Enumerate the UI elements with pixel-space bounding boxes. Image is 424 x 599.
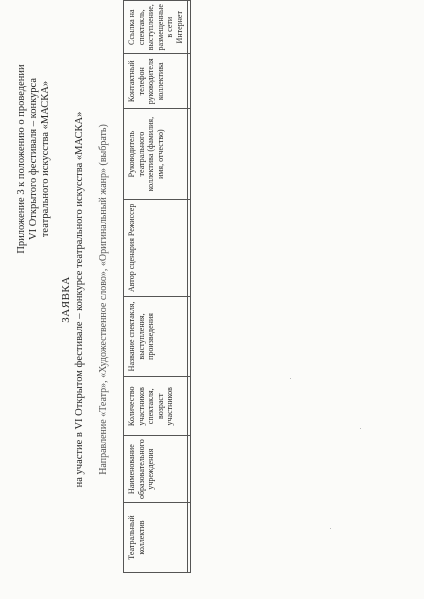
header-cell-phone: Контактный телефон руководителя коллектива — [124, 54, 188, 109]
scan-speck — [290, 378, 291, 379]
application-table — [123, 0, 191, 573]
header-cell-institution: Наименование образовательного учреждения — [124, 436, 188, 503]
header-cell-participants: Количество участников спектакля, возраст участников — [124, 377, 188, 436]
table-cell — [188, 436, 191, 503]
table-header-row — [124, 1, 188, 573]
table-cell — [188, 200, 191, 297]
appendix-line-2: VI Открытого фестиваля – конкурса — [28, 78, 39, 240]
header-cell-collective: Театральный коллектив — [124, 503, 188, 573]
document-subtitle: на участие в VI Открытом фестивале – конкурсе театрального искусства «МАСКА» — [74, 111, 85, 488]
appendix-note — [16, 19, 52, 299]
scan-speck — [360, 428, 361, 429]
table-row — [188, 1, 191, 573]
scan-speck — [330, 528, 331, 529]
header-cell-link: Ссылка на спектакль, выступление, размещенные в сети Интернет — [124, 1, 188, 54]
table-cell — [188, 296, 191, 377]
table-cell — [188, 1, 191, 54]
document-title: ЗАЯВКА — [60, 276, 72, 323]
appendix-line-1: Приложение 3 к положению о проведении — [16, 64, 27, 254]
header-cell-performance: Название спектакля, выступления, произведения — [124, 296, 188, 377]
table-cell — [188, 54, 191, 109]
direction-line: Направление «Театр», «Художественное слово», «Оригинальный жанр» (выбрать) — [98, 124, 109, 475]
table-cell — [188, 503, 191, 573]
table-cell — [188, 109, 191, 200]
table-cell — [188, 377, 191, 436]
header-cell-leader: Руководитель театрального коллектива (фамилия, имя, отчество) — [124, 109, 188, 200]
header-cell-author-director: Автор сценария Режиссер — [124, 200, 188, 297]
appendix-line-3: театрального искусства «МАСКА» — [40, 80, 51, 238]
